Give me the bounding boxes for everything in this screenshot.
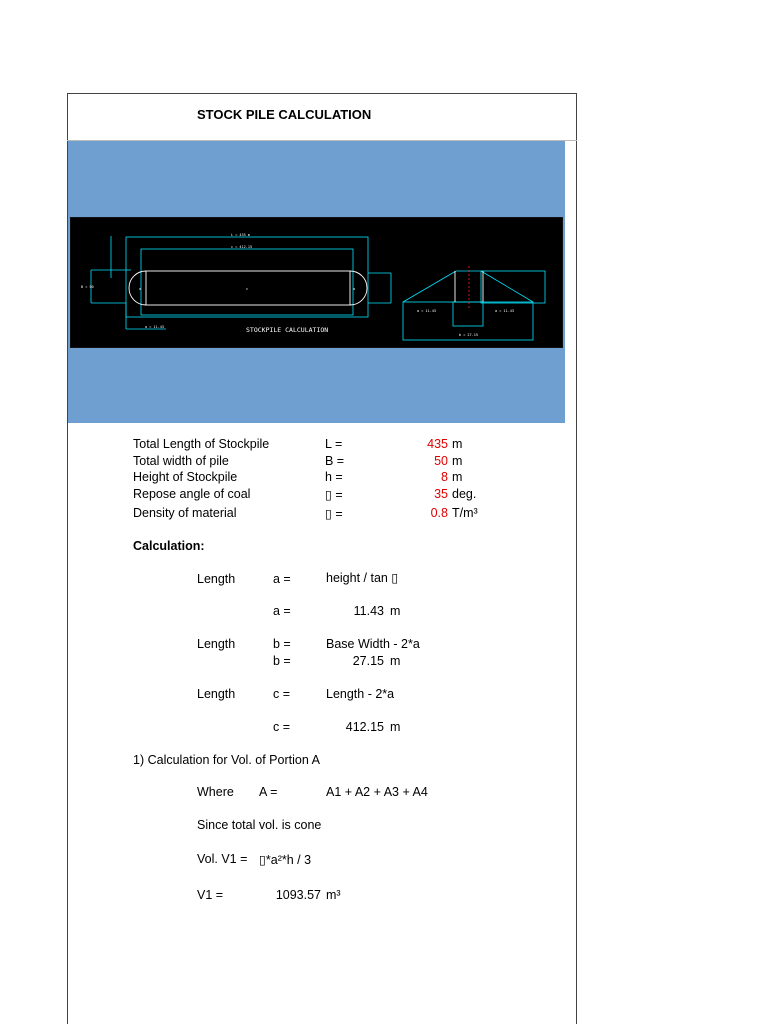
svg-text:a: a xyxy=(139,287,142,291)
input-unit-width: m xyxy=(452,454,463,468)
input-unit-angle: deg. xyxy=(452,487,477,501)
input-unit-density: T/m³ xyxy=(452,506,478,520)
input-value-length: 435 xyxy=(427,437,448,451)
svg-text:L = 435 m: L = 435 m xyxy=(231,233,250,237)
svg-text:a: a xyxy=(353,287,356,291)
portion-a-expression: A1 + A2 + A3 + A4 xyxy=(326,785,428,799)
input-label-width: Total width of pile xyxy=(133,454,229,468)
calc-c-symbol: c = xyxy=(273,687,291,701)
svg-text:B = 50: B = 50 xyxy=(81,285,94,289)
calc-c-label: Length xyxy=(197,687,236,701)
portion-a-heading: 1) Calculation for Vol. of Portion A xyxy=(133,753,320,767)
calc-a-unit: m xyxy=(390,604,401,618)
input-value-width: 50 xyxy=(434,454,448,468)
input-value-density: 0.8 xyxy=(430,506,448,520)
vol-v1-formula: ▯*a²*h / 3 xyxy=(259,853,312,867)
v1-unit: m³ xyxy=(326,888,341,902)
input-value-height: 8 xyxy=(441,470,448,484)
portion-a-symbol: A = xyxy=(259,785,278,799)
svg-text:b = 27.15: b = 27.15 xyxy=(459,333,478,337)
input-symbol-density: ▯ = xyxy=(325,507,343,521)
sheet-border-right xyxy=(576,93,577,1024)
calc-a-value: 11.43 xyxy=(353,604,384,618)
v1-value: 1093.57 xyxy=(275,888,321,902)
calc-b-label: Length xyxy=(197,637,236,651)
input-label-density: Density of material xyxy=(133,506,237,520)
calc-a-label: Length xyxy=(197,572,236,586)
stockpile-drawing-svg xyxy=(71,218,562,347)
portion-a-where: Where xyxy=(197,785,234,799)
input-label-height: Height of Stockpile xyxy=(133,470,238,484)
input-label-length: Total Length of Stockpile xyxy=(133,437,270,451)
input-value-angle: 35 xyxy=(434,487,448,501)
svg-text:a = 11.43: a = 11.43 xyxy=(495,309,514,313)
calc-c-value: 412.15 xyxy=(345,720,384,734)
calc-b-symbol: b = xyxy=(273,637,291,651)
svg-text:c = 412.15: c = 412.15 xyxy=(231,245,253,249)
calc-b-formula: Base Width - 2*a xyxy=(326,637,420,651)
calc-c-symbol-2: c = xyxy=(273,720,291,734)
calculation-heading: Calculation: xyxy=(133,539,205,553)
calc-b-unit: m xyxy=(390,654,401,668)
sheet-border-top xyxy=(67,93,577,94)
input-label-angle: Repose angle of coal xyxy=(133,487,251,501)
input-symbol-width: B = xyxy=(325,454,345,468)
page-title: STOCK PILE CALCULATION xyxy=(197,107,372,122)
vol-v1-label: Vol. V1 = xyxy=(197,852,248,866)
calc-a-symbol-2: a = xyxy=(273,604,291,618)
calc-c-formula: Length - 2*a xyxy=(326,687,395,701)
input-symbol-height: h = xyxy=(325,470,343,484)
portion-a-since: Since total vol. is cone xyxy=(197,818,322,832)
svg-text:a = 11.43: a = 11.43 xyxy=(145,325,164,329)
input-unit-height: m xyxy=(452,470,463,484)
drawing-caption: STOCKPILE CALCULATION xyxy=(246,326,329,334)
calc-a-formula: height / tan ▯ xyxy=(326,571,399,585)
v1-label: V1 = xyxy=(197,888,224,902)
input-unit-length: m xyxy=(452,437,463,451)
stockpile-drawing xyxy=(70,217,563,348)
input-symbol-length: L = xyxy=(325,437,343,451)
input-symbol-angle: ▯ = xyxy=(325,488,343,502)
svg-text:a = 11.43: a = 11.43 xyxy=(417,309,436,313)
calc-a-symbol: a = xyxy=(273,572,291,586)
calc-b-symbol-2: b = xyxy=(273,654,291,668)
calc-b-value: 27.15 xyxy=(352,654,384,668)
svg-text:c: c xyxy=(246,287,249,291)
calc-c-unit: m xyxy=(390,720,401,734)
